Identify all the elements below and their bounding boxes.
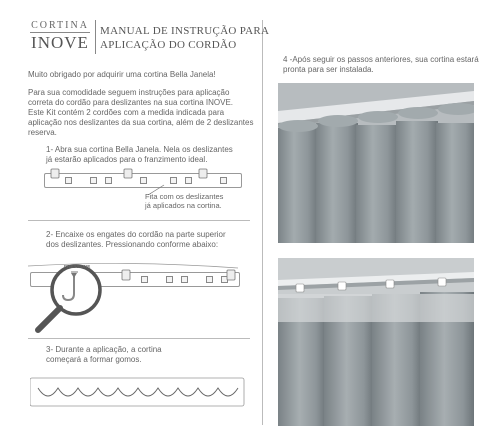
intro-line-3: Este Kit contém 2 cordões com a medida indicada para (28, 108, 225, 117)
step2-text (46, 230, 226, 250)
step4-text (283, 55, 479, 75)
curtain-photo-top (278, 83, 474, 243)
section-rule (28, 338, 250, 339)
intro-body (28, 88, 253, 138)
brand-logo (30, 20, 90, 53)
logo-bottom-text: INOVE (31, 33, 89, 52)
step1-line-2: já estarão aplicados para o franzimento ideal. (46, 155, 208, 164)
curtain-top-art (278, 83, 474, 243)
step2-line-1: 2- Encaixe os engates do cordão na parte superior (46, 230, 226, 239)
step1-line-1: 1- Abra sua cortina Bella Janela. Nela os deslizantes (46, 145, 233, 154)
vertical-divider (262, 20, 263, 425)
logo-separator (95, 20, 96, 54)
magnifier-handle (38, 308, 60, 330)
step3-line-1: 3- Durante a aplicação, a cortina (46, 345, 162, 354)
curtain-photo-bottom (278, 258, 474, 426)
step1-text (46, 145, 233, 165)
title-line-2: APLICAÇÃO DO CORDÃO (100, 39, 237, 51)
step1-sliders (44, 165, 244, 195)
step2-line-2: dos deslizantes. Pressionando conforme abaixo: (46, 240, 219, 249)
intro-line-1: Para sua comodidade seguem instruções para aplicação (28, 88, 230, 97)
intro-line-4: aplicação nos deslizantes da sua cortina, além de 2 deslizantes (28, 118, 254, 127)
intro-line-2: correta do cordão para deslizantes na sua cortina INOVE. (28, 98, 233, 107)
intro-thanks: Muito obrigado por adquirir uma cortina Bella Janela! (28, 70, 216, 79)
step4-line-1: 4 -Após seguir os passos anteriores, sua cortina estará (283, 55, 479, 64)
slider-icon (51, 169, 207, 178)
step3-line-2: começará a formar gomos. (46, 355, 142, 364)
title-line-1: MANUAL DE INSTRUÇÃO PARA (100, 25, 270, 37)
step2-diagram (28, 258, 248, 340)
step3-text (46, 345, 162, 365)
step1-callout (145, 192, 223, 210)
page-title (100, 24, 269, 52)
callout-line-2: já aplicados na cortina. (145, 201, 222, 210)
slider-icon (122, 270, 235, 280)
step4-line-2: pronta para ser instalada. (283, 65, 374, 74)
step3-diagram (30, 370, 250, 420)
section-rule (28, 220, 250, 221)
curtain-bottom-art (278, 258, 474, 426)
callout-line-1: Fita com os deslizantes (145, 192, 224, 201)
press-label: PRESSIONE (64, 264, 91, 269)
intro-line-5: reserva. (28, 128, 57, 137)
step3-tape (30, 378, 244, 406)
cord-line (28, 263, 238, 268)
logo-top-text: CORTINA (31, 20, 89, 31)
